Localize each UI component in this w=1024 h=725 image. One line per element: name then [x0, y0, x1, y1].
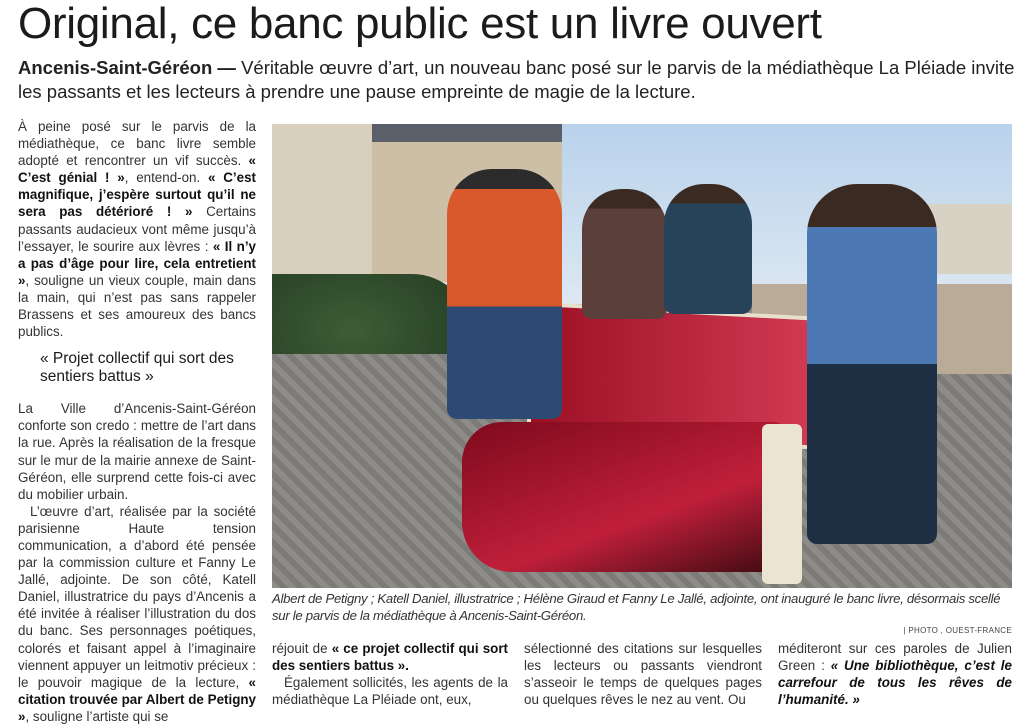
quote-text: « citation trouvée par Albert de Petigny » — [18, 674, 256, 724]
quote-text: « C’est magnifique, j’espère surtout qu’il ne sera pas détérioré ! » — [18, 170, 256, 220]
body-text: , entend-on. — [124, 170, 208, 186]
lead-place: Ancenis-Saint-Géréon — — [18, 57, 236, 78]
article-title: Original, ce banc public est un livre ouvert — [18, 0, 822, 48]
quote-text: « C’est génial ! » — [18, 153, 256, 186]
intertitle — [40, 350, 256, 386]
bench-side — [762, 424, 802, 584]
article-column-2 — [272, 640, 508, 708]
paragraph — [18, 400, 256, 503]
paragraph — [272, 640, 508, 674]
paragraph — [18, 118, 256, 340]
body-text: Certains passants audacieux vont même jusqu’à l’essayer, le sourire aux lèvres : — [18, 204, 256, 254]
person-2 — [582, 189, 667, 319]
body-text: Également sollicités, les agents de la médiathèque La Pléiade ont, eux, — [272, 675, 508, 708]
article-column-1 — [18, 118, 256, 725]
body-text: « Projet collectif qui sort des sentiers battus » — [40, 350, 234, 386]
body-text: La Ville d’Ancenis-Saint-Géréon conforte son credo : mettre de l’art dans la rue. Après la réalisation de la fresque sur le mur de la mairie annexe de Saint-Géréon, elle surprend cette fois-ci avec du mobilier urbain. — [18, 401, 256, 502]
body-text: À peine posé sur le parvis de la médiathèque, ce banc livre semble adopté et rencontrer un vif succès. — [18, 119, 256, 169]
article-column-4 — [778, 640, 1012, 708]
article-column-3 — [524, 640, 762, 708]
body-text: L’œuvre d’art, réalisée par la société parisienne Haute tension communication, a d’abord été pensée par la commission culture et Fanny Le Jallé, adjointe. De son côté, Katell Daniel, illustratrice du pays d’Ancenis a été invitée à réaliser l’illustration du dos du banc. Ses personnages poétiques, colorés et faisant appel à l’imaginaire viennent appuyer un leitmotiv précieux : le pouvoir magique de la lecture, — [18, 503, 256, 690]
body-text: , souligne un vieux couple, main dans la main, qui n’est pas sans rappeler Brassens et ses amoureux des bancs publics. — [18, 272, 256, 340]
paragraph — [18, 503, 256, 725]
body-text: , souligne l’artiste qui se — [25, 708, 169, 724]
bench-seat — [462, 422, 792, 572]
quote-text: « Une bibliothèque, c’est le carrefour de tous les rêves de l’humanité. » — [778, 658, 1012, 708]
person-3 — [664, 184, 752, 314]
body-text: méditeront sur ces paroles de Julien Green : — [778, 641, 1012, 674]
photo-caption: Albert de Petigny ; Katell Daniel, illustratrice ; Hélène Giraud et Fanny Le Jallé, adjointe, ont inauguré le banc livre, désormais scellé sur le parvis de la médiathèque à Ancenis-Saint-Géréon. — [272, 591, 1001, 623]
paragraph — [778, 640, 1012, 708]
person-4 — [807, 184, 937, 544]
article-lead — [18, 56, 1018, 104]
building-left — [272, 124, 382, 299]
person-1 — [447, 169, 562, 419]
body-text: sélectionné des citations sur lesquelles les lecteurs ou passants viendront s’asseoir le temps de quelques pages ou quelques rêves le nez au vent. Ou — [524, 641, 762, 708]
quote-text: « Il n’y a pas d’âge pour lire, cela entretient » — [18, 238, 256, 288]
quote-text: « ce projet collectif qui sort des sentiers battus ». — [272, 641, 508, 674]
article-photo — [272, 124, 1012, 588]
paragraph — [272, 674, 508, 708]
photo-credit: | PHOTO , OUEST-FRANCE — [903, 626, 1012, 635]
lead-text: Véritable œuvre d’art, un nouveau banc posé sur le parvis de la médiathèque La Pléiade invite les passants et les lecteurs à prendre une pause empreinte de magie de la lecture. — [18, 57, 1015, 102]
paragraph — [524, 640, 762, 708]
body-text: réjouit de — [272, 641, 332, 656]
